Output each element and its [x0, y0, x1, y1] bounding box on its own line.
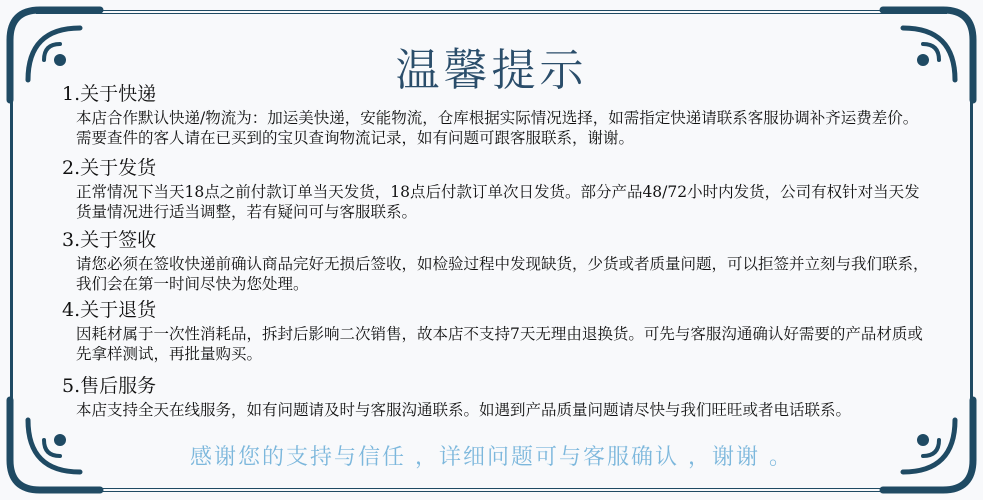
- page-title: 温馨提示: [395, 45, 588, 96]
- section-body: 本店合作默认快递/物流为：加运美快递，安能物流，仓库根据实际情况选择，如需指定快递请联系客服协调补齐运费差价。需要查件的客人请在已买到的宝贝查询物流记录，如有问题可跟客服联系，谢谢。: [76, 109, 919, 147]
- section-heading: 2.关于发货: [62, 157, 157, 179]
- section-express: [62, 82, 933, 148]
- section-body: 正常情况下当天18点之前付款订单当天发货，18点后付款订单次日发货。部分产品48/72小时内发货，公司有权针对当天发货量情况进行适当调整，若有疑问可与客服联系。: [76, 183, 920, 221]
- section-returns: [62, 298, 933, 364]
- section-body: 因耗材属于一次性消耗品，拆封后影响二次销售，故本店不支持7天无理由退换货。可先与客服沟通确认好需要的产品材质或先拿样测试，再批量购买。: [76, 325, 923, 363]
- section-heading: 3.关于签收: [62, 229, 157, 251]
- section-heading: 1.关于快递: [62, 83, 157, 105]
- section-body: 本店支持全天在线服务，如有问题请及时与客服沟通联系。如遇到产品质量问题请尽快与我们旺旺或者电话联系。: [76, 401, 852, 419]
- section-heading: 5.售后服务: [62, 375, 157, 397]
- section-after-sales: [62, 374, 933, 420]
- section-shipping: [62, 156, 933, 222]
- footer-thanks: 感谢您的支持与信任 ，详细问题可与客服确认 ，谢谢 。: [190, 445, 793, 470]
- section-heading: 4.关于退货: [62, 299, 157, 321]
- frame-right-line: [970, 80, 973, 420]
- section-body: 请您必须在签收快递前确认商品完好无损后签收，如检验过程中发现缺货，少货或者质量问题，可以拒签并立刻与我们联系，我们会在第一时间尽快为您处理。: [76, 255, 929, 293]
- section-receipt: [62, 228, 933, 294]
- frame-left-line: [10, 80, 13, 420]
